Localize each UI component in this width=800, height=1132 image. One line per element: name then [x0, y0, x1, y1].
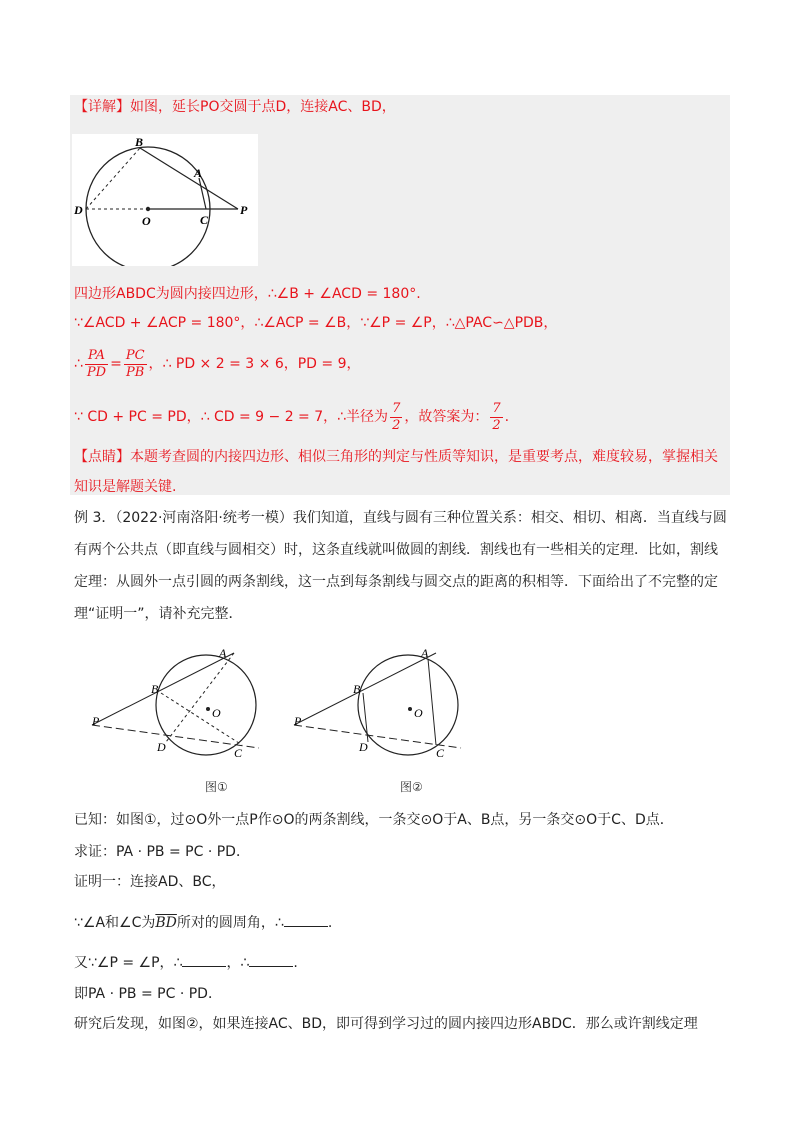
- proof-step-1: 证明一：连接AD、BC，: [74, 874, 226, 890]
- fig1-caption: 图①: [205, 780, 228, 794]
- half-num-2: 7: [492, 400, 501, 416]
- fig1-label-P: P: [92, 714, 100, 728]
- solution-line-3: ∵∠ACD + ∠ACP = 180°，∴∠ACP = ∠B，∵∠P = ∠P，∴△PAC∽△PDB，: [74, 315, 558, 331]
- proof-prove: 求证：PA · PB = PC · PD．: [74, 844, 250, 860]
- solution-line-4: [74, 344, 361, 384]
- proof-since-a: ∵∠A和∠C为: [74, 915, 156, 931]
- fraction-pa-pd: [85, 348, 108, 381]
- blank-3[interactable]: [249, 952, 293, 967]
- half-den-2: 2: [492, 417, 501, 433]
- frac-pd: PD: [86, 364, 107, 380]
- fig2-label-B: B: [353, 682, 361, 696]
- fig1-label-B: B: [151, 682, 159, 696]
- example-line-3: 定理：从圆外一点引圆的两条割线，这一点到每条割线与圆交点的距离的积相等．下面给出了不完整的定: [74, 574, 718, 590]
- label-C: C: [200, 213, 209, 227]
- example-line-1: 例 3．（2022·河南洛阳·统考一模）我们知道，直线与圆有三种位置关系：相交、相切、相离．当直线与圆: [74, 510, 727, 526]
- proof-again-c: .: [293, 955, 298, 971]
- fig2-label-A: A: [421, 646, 429, 660]
- therefore-1: ∴: [74, 356, 83, 372]
- example-line-4: 理“证明一”，请补充完整．: [74, 606, 243, 622]
- figure-2: [286, 645, 476, 765]
- blank-2[interactable]: [182, 952, 226, 967]
- equals-sign: =: [110, 356, 122, 372]
- solution-line-2: 四边形ABDC为圆内接四边形，∴∠B + ∠ACD = 180°.: [74, 286, 421, 302]
- proof-known: 已知：如图①，过⊙O外一点P作⊙O的两条割线，一条交⊙O于A、B点，另一条交⊙O于C、D点．: [74, 812, 674, 828]
- solution-line-4-rest: ，∴ PD × 2 = 3 × 6，PD = 9，: [148, 356, 361, 372]
- frac-pb: PB: [126, 364, 145, 380]
- solution-line-5-c: .: [504, 409, 510, 425]
- solution-line-1: 如图，延长PO交圆于点D，连接AC、BD，: [130, 99, 396, 115]
- frac-pc: PC: [125, 347, 145, 363]
- figure-1: [84, 645, 274, 765]
- fraction-half-2: [490, 401, 502, 434]
- arc-bd: $\overline{BD}$: [155, 915, 177, 931]
- proof-again-a: 又∵∠P = ∠P，∴: [74, 955, 183, 971]
- fraction-pc-pb: [124, 348, 147, 381]
- fig2-label-C: C: [436, 746, 445, 760]
- proof-research: 研究后发现，如图②，如果连接AC、BD，即可得到学习过的圆内接四边形ABDC．那么或许割线定理: [74, 1016, 698, 1032]
- fig2-caption: 图②: [400, 780, 423, 794]
- review-label: 【点睛】: [74, 449, 130, 465]
- proof-since-b: 所对的圆周角，∴: [176, 915, 284, 931]
- review-line-1: [74, 447, 718, 467]
- solution-intro: [74, 97, 396, 117]
- proof-again-line: [74, 952, 298, 973]
- fig2-label-P: P: [294, 714, 302, 728]
- fraction-half-1: [390, 401, 402, 434]
- solution-label: 【详解】: [74, 99, 130, 115]
- fig2-label-O: O: [414, 706, 423, 720]
- half-den-1: 2: [392, 417, 401, 433]
- label-A: A: [194, 166, 203, 180]
- proof-thus: 即PA · PB = PC · PD．: [74, 986, 222, 1002]
- fig1-label-A: A: [219, 646, 227, 660]
- solution-line-5-b: ，故答案为：: [404, 409, 489, 425]
- fig1-label-O: O: [212, 706, 221, 720]
- fig2-label-D: D: [359, 740, 368, 754]
- blank-1[interactable]: [284, 912, 328, 927]
- fig1-label-D: D: [157, 740, 166, 754]
- review-text-1: 本题考查圆的内接四边形、相似三角形的判定与性质等知识，是重要考点，难度较易，掌握相关: [130, 449, 718, 465]
- solution-line-5: [74, 397, 509, 437]
- proof-again-b: ，∴: [226, 955, 250, 971]
- top-figure: [72, 134, 258, 266]
- example-line-2: 有两个公共点（即直线与圆相交）时，这条直线就叫做圆的割线．割线也有一些相关的定理．比如，割线: [74, 542, 718, 558]
- fig1-label-C: C: [234, 746, 243, 760]
- solution-line-5-a: ∵ CD + PC = PD，∴ CD = 9 − 2 = 7，∴半径为: [74, 409, 389, 425]
- half-num-1: 7: [392, 400, 401, 416]
- label-O: O: [142, 214, 151, 228]
- frac-pa: PA: [85, 348, 108, 365]
- review-line-2: 知识是解题关键.: [74, 479, 177, 495]
- label-B: B: [135, 135, 144, 149]
- label-D: D: [74, 203, 83, 217]
- proof-since-line: [74, 912, 332, 933]
- label-P: P: [240, 203, 248, 217]
- proof-since-c: .: [327, 915, 333, 931]
